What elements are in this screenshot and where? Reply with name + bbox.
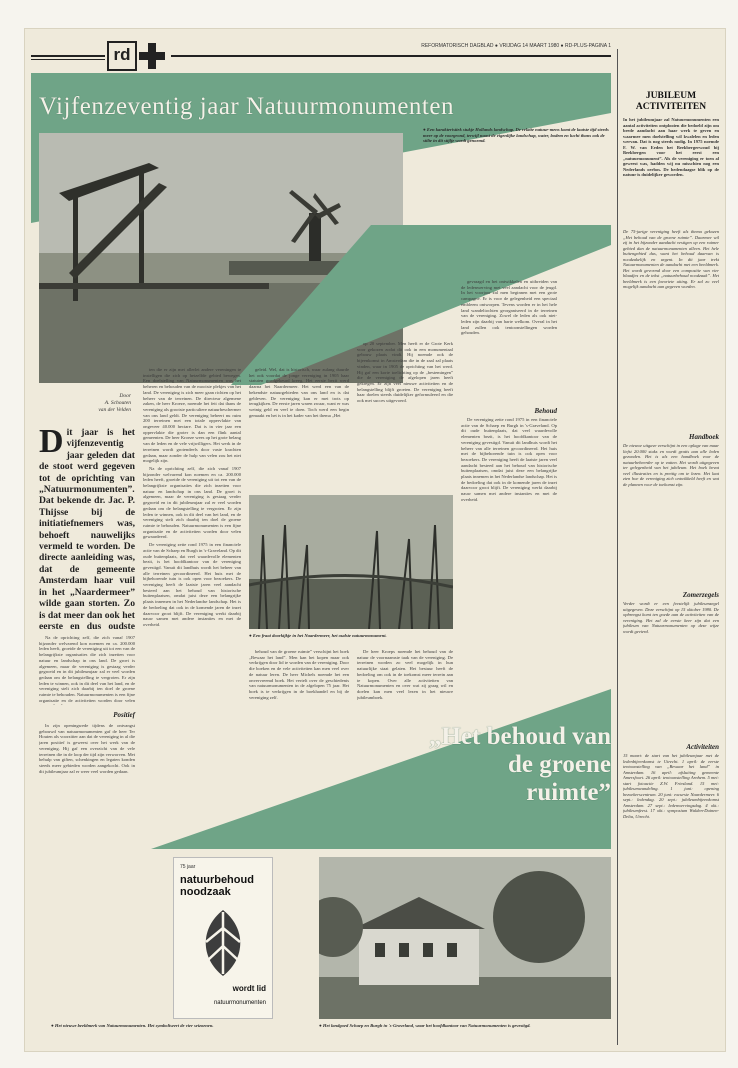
- subhead-behoud: Behoud: [534, 407, 557, 415]
- sidebar-activiteiten-paragraph: 15 maart: de start van het jubileumjaar met de ledenbijeenkomst te Utrecht. 1 april: de eerste tentoonstelling van „Bewaar het land” in Amsterdam. 16 april: afsluiting gemeente Amersfoort. 26 april: tentoonstelling Arnhem. 5 mei: start fotoactie Z.W. Friesland. 15 mei: jubileumwandeling. 1 juni: opening bezoekerscentrum. 20 juni: excursie Naardermeer. 6 sept.: ledendag. 20 sept.: jubileumbijeenkomst Amsterdam. 27 sept.: ledenwervingsdag. 4 okt.: jubileumfeest. 17 okt.: symposium Walden-Duinen-Delta, Utrecht.: [623, 753, 719, 819]
- column-3-lower-paragraph: behoud van de groene ruimte” verschijnt het boek „Bewaar het land”. Men kan het kopen maar ook verkrijgen door lid te worden van de vereniging. Door die boeken en de vele activiteiten kan men veel over de natuur leren. De heer Michels noemde het een onvervreemd boek. Het vertelt over de geschiedenis van natuurmonumenten in de afgelopen 75 jaar. Het boek is te verkrijgen in de boekhandel en bij de vereniging zelf.: [249, 649, 349, 700]
- poster-line-1: natuurbehoud: [180, 874, 254, 886]
- caption-photo-4: ● Het landgoed Schaep en Burgh in 's-Graveland, waar het hoofdkantoor van Natuurmonumenten is gevestigd.: [319, 1023, 531, 1028]
- column-4-upper: [357, 341, 453, 491]
- sidebar-zomerzegels-paragraph: Verder wordt er een feestelijk jubileumzegel uitgegeven. Deze verschijnt op 15 oktober 1980. De opbrengst komt ten goede aan de activiteiten van de vereniging. Het zal de eerste keer zijn dat een jubileum van Natuurmonumenten op deze wijze wordt gevierd.: [623, 601, 719, 634]
- pull-quote: „Het behoud van de groene ruimte”: [429, 723, 611, 806]
- poster-natuurbehoud: [173, 857, 273, 1019]
- behoud-paragraph: De vereniging zette rond 1975 in een financiele actie van de Schaep en Burgh in 's-Graveland. Op dit oude buitenplaats, dat veel waardevolle elementen bezit, is het hoofdkantoor van de vereniging gevestigd. Vanuit dit landhuis wordt het beheer van alle terreinen gecoordineerd. Het huis met de bijbehorende tuin is ook open voor bezoekers. De vereniging heeft de laatste jaren veel aandacht besteed aan het behoud van historische buitenplaatsen, omdat juist deze een belangrijke plaats innemen in het Nederlandse landschap. Het is de bedoeling dat ook in de komende jaren de inzet daarvoor groot blijft. De vereniging werkt daarbij nauw samen met andere instanties en met de overheid.: [461, 417, 557, 502]
- lead-dropcap: D: [39, 427, 64, 460]
- caption-photo-2: ● Een fraai doorkijkje in het Naardermeer, het oudste natuurmonument.: [249, 633, 387, 638]
- column-5-upper: [461, 279, 557, 403]
- column-1-paragraph: Na de oprichting zelf, die zich vanaf 1907 bijzonder welvarend kon noemen en ca. 200.000 leden heeft, groeide de vereniging uit tot een van de belangrijkste organisaties die zich inzetten voor natuur en landschap in ons land. De groei is algemeen, maar de vereniging is gestaag verder gegroeid en in dit jubileumjaar zal er veel worden gedaan om de belangstelling te vergroten. Er zijn leden te winnen, ook in dit deel van het land, en de vereniging stelt zich daarbij ten doel de groene ruimte te behouden. Natuurmonumenten is een fijne organisatie en de activiteiten worden door velen: [39, 635, 135, 703]
- masthead-rule-left-thin: [31, 59, 105, 60]
- subhead-activiteiten: Activiteiten: [686, 743, 719, 751]
- poster-line-2: noodzaak: [180, 886, 231, 898]
- sidebar-body-1-paragraph: De 75-jarige vereniging heeft als thema gekozen „Het behoud van de groene ruimte”. Daarmee wil zij in het bijzonder aandacht vestigen op een ruimer gebied dan de natuurmonumenten alleen. Het hele buitengebied dus, want het behoud daarvan is noodzakelijk en urgent. In dit jaar trekt Natuurmonumenten de aandacht met een beeldmerk. Het wordt gevormd door een compositie van vier blaadjes en de tekst „natuurbehoud noodzaak”. Het beeldmerk is een favoriete uiting. Er zal zo veel mogelijk aandacht aan gegeven worden.: [623, 229, 719, 289]
- poster-cta: wordt lid: [232, 984, 266, 993]
- column-3-upper: [249, 367, 349, 493]
- sidebar-divider: [617, 49, 618, 1045]
- poster-org: natuurmonumenten: [213, 1000, 266, 1006]
- plus-icon: [137, 41, 167, 71]
- sidebar-title: JUBILEUM ACTIVITEITEN: [635, 91, 707, 112]
- rd-logo: rd: [107, 41, 137, 71]
- article-title: Vijfenzeventig jaar Natuurmonumenten: [39, 93, 454, 120]
- sidebar-zomerzegels: [623, 601, 719, 737]
- header-line: REFORMATORISCH DAGBLAD ● VRIJDAG 14 MAART 1980 ● RD-PLUS-PAGINA 1: [421, 43, 611, 49]
- column-2-paragraph-2: Na de oprichting zelf, die zich vanaf 1907 bijzonder welvarend kon noemen en ca. 200.000 leden heeft, groeide de vereniging uit tot een van de belangrijkste organisaties die zich inzetten voor natuur en landschap in ons land. De groei is algemeen, maar de vereniging is gestaag verder gegroeid en in dit jubileumjaar zal er veel worden gedaan om de belangstelling te vergroten. Er zijn leden te winnen, ook in dit deel van het land, en de vereniging stelt zich daarbij ten doel de groene ruimte te behouden. Natuurmonumenten is een fijne organisatie en de activiteiten worden door velen gewaardeerd.: [143, 465, 241, 540]
- poster-years: 75 jaar: [180, 864, 196, 870]
- newspaper-page: [24, 28, 726, 1052]
- sidebar-intro-paragraph: In het jubileumjaar zal Natuurmonumenten een aantal activiteiten ontplooien die bedoeld zijn om brede aandacht aan haar werk te geven en waarmee men doelstelling wil kwalelen en leden wervan. Dat is nog steeds nodig. In 1975 noemde F. W. van Eeden het Beekbergerwoud bij Beekbergen voor het eerst een „natuurmonument”. Als de vereniging er toen al geweest was, hadden wij nu misschien nog een Nederlands oerbos. De hedendaagse blik op de natuur is duidelijker geworden.: [623, 117, 719, 177]
- leaves-emblem-icon: [196, 908, 250, 978]
- sidebar-handboek-paragraph: De nieuwe uitgave verschijnt in een oplage van maar liefst 20.000 stuks en wordt gratis aan alle leden gezonden. Het is als een handboek voor de natuurbeheerder op te vatten. Het wordt uitgegeven ter gelegenheid van het jubileum. Het boek bevat veel illustraties en is prettig om te lezen. Het laat zien hoe de vereniging zich ontwikkeld heeft en wat de plannen voor de toekomst zijn.: [623, 443, 719, 487]
- lead-text: it jaar is het vijfenzeventig jaar geleden dat de stoot werd gegeven tot de oprichting van „Natuurmonumenten”. Dat bekende dr. Jac. P. Thijsse bij de initiatiefnemers was, behoeft nauwelijks vermeld te worden. De directe aanleiding was, dat de gemeente Amsterdam haar vuil in het „Naardermeer” wilde gaan storten. Zo is dat meer dan ook het eerste en dus oudste: [39, 427, 135, 631]
- column-4-lower-paragraph: De heer Kroeps noemde het behoud van de natuur de voornaamste taak van de vereniging. De terreinen worden zo veel mogelijk in hun natuurlijke staat gelaten. Het bestuur heeft de bedoeling om ook in de toekomst meer terrein aan te kopen. Over alle activiteiten van Natuurmonumenten en over wat zij graag wil en doelen kan men veel lezen in het nieuwe jubileumboek.: [357, 649, 453, 700]
- column-4-paragraph: op 20 september. Men heeft er de Grote Kerk voor gekozen zodat dit ook in een monumentaal gebouw plaats vindt. Hij noemde ook de bijeenkomst in Amsterdam die in de zaal zal plaats vinden, waar in 1905 de oprichting van het werd. Hij gaf een korte toelichting op de „bestemingen” die de vereniging de afgelopen jaren heeft gekregen. Er zijn veel nieuwe activiteiten en de belangstelling blijft groeien. De vereniging heeft haar doelen steeds duidelijker geformuleerd en die ook met succes uitgevoerd.: [357, 341, 453, 404]
- lead-paragraph: [39, 427, 135, 631]
- photo-schaep-en-burgh: [319, 857, 611, 1019]
- caption-photo-1: ● Een karakteristiek stukje Hollands landschap. De relatie natuur-mens komt de laatste tijd steeds meer op de voorgrond, terwijl naast de eigenlijke landschap, water, bodem en lucht thans ook de stilte in dit stijlje wordt genoemd.: [423, 127, 609, 144]
- sidebar-body-1: [623, 229, 719, 429]
- column-2-paragraph-3: De vereniging zette rond 1975 in een financiele actie van de Schaep en Burgh in 's-Graveland. Op dit oude buitenplaats, dat veel waardevolle elementen bezit, is het hoofdkantoor van de vereniging gevestigd. Vanuit dit landhuis wordt het beheer van alle terreinen gecoordineerd. Het huis met de bijbehorende tuin is ook open voor bezoekers. De vereniging heeft de laatste jaren veel aandacht besteed aan het behoud van historische buitenplaatsen, omdat juist deze een belangrijke plaats innemen in het Nederlandse landschap. Het is de bedoeling dat ook in de komende jaren de inzet daarvoor groot blijft. De vereniging werkt daarbij nauw samen met andere instanties en met de overheid.: [143, 542, 241, 627]
- photo-naardermeer: [249, 495, 453, 629]
- column-5-behoud: [461, 417, 557, 647]
- byline: Door A. Schouten van der Velden: [98, 393, 131, 413]
- sidebar-activiteiten: [623, 753, 719, 1043]
- sidebar-intro: [623, 117, 719, 227]
- subhead-zomerzegels: Zomerzegels: [682, 591, 719, 599]
- column-3-paragraph: geleid. Wel, dat is historisch, waar zulang duurde het ook voordat de jonge vereniging in 1905 haar statuten goedgekeurd kreeg. Het eerste bezit werd daarna het Naardermeer. Het werd een van de bekendste natuurgebieden van ons land en is dat gebleven. De vereniging kan er met trots op terugkijken. De eerste jaren waren zwaar, want er was weinig geld en veel te doen. Toch werd een begin gemaakt en het is in het kader van het thema „Het: [249, 367, 349, 418]
- positief-paragraph: In zijn openingsrede tijdens de ontvangst gebouwd van natuurmonumenten gaf de heer Ter Houten als voorzitter aan dat de vereniging in al die jaren positief is geweest over het werk van de vereniging. Hij gaf een overzicht van de vele terreinen die in de loop der tijd zijn verworven. Met behulp van giften, schenkingen en legaten konden steeds meer gebieden worden aangekocht. Ook in dit jubileumjaar zal er weer veel worden gedaan.: [39, 723, 135, 774]
- subhead-handboek: Handboek: [689, 433, 719, 441]
- masthead-rule-left: [31, 55, 105, 57]
- caption-poster: ● Het nieuwe beeldmerk van Natuurmonumenten. Het symboliseert de vier seizoenen.: [51, 1023, 214, 1028]
- subhead-positief: Positief: [113, 711, 135, 719]
- sidebar-handboek: [623, 443, 719, 581]
- masthead-rule-right: [171, 55, 611, 57]
- column-2-paragraph: ten die er zijn met allerlei andere vereningen te instelligen die zich op hetzelfde gebied bewegen. Een doelstelling van Natuurmonumenten was het beheren en behouden van de mooiste plekjes van het land. De vereniging is zich meer gaan richten op het beheer van de terreinen. De directeur algemene zaken, de heer Kroeze, noemde het feit dat thans de vereniging als grootste particuliere natuurbeschermer van ons land geldt. De vereniging beheert nu ruim 200 terreinen met een totale oppervlakte van ongeveer 40.000 hectare. Dat is in vier jaar een oppervlakte die groter is dan een flink aantal gemeenten. De heer Kroeze wees op het grote belang van de leden en de vele vrijwilligers. Het werk in de terreinen wordt grotendeels door vaste krachten gedaan, maar zonder de hulp van velen zou het niet mogelijk zijn.: [143, 367, 241, 464]
- column-5-paragraph: gevraagd en het ontwikkelen en uitbreiden van de ledenwerving met veel aandacht voor de jeugd. In het voorjaar zal men beginnen met een grote campagne. Er is voor de gelegenheid een speciaal embleem ontworpen. Tevens worden er in het hele land wandeltochten georganiseerd in de terreinen van de vereniging. Zowel de leden als ook niet-leden zijn daarbij van harte welkom. Overal in het land zullen ook tentoonstellingen worden gehouden.: [461, 279, 557, 336]
